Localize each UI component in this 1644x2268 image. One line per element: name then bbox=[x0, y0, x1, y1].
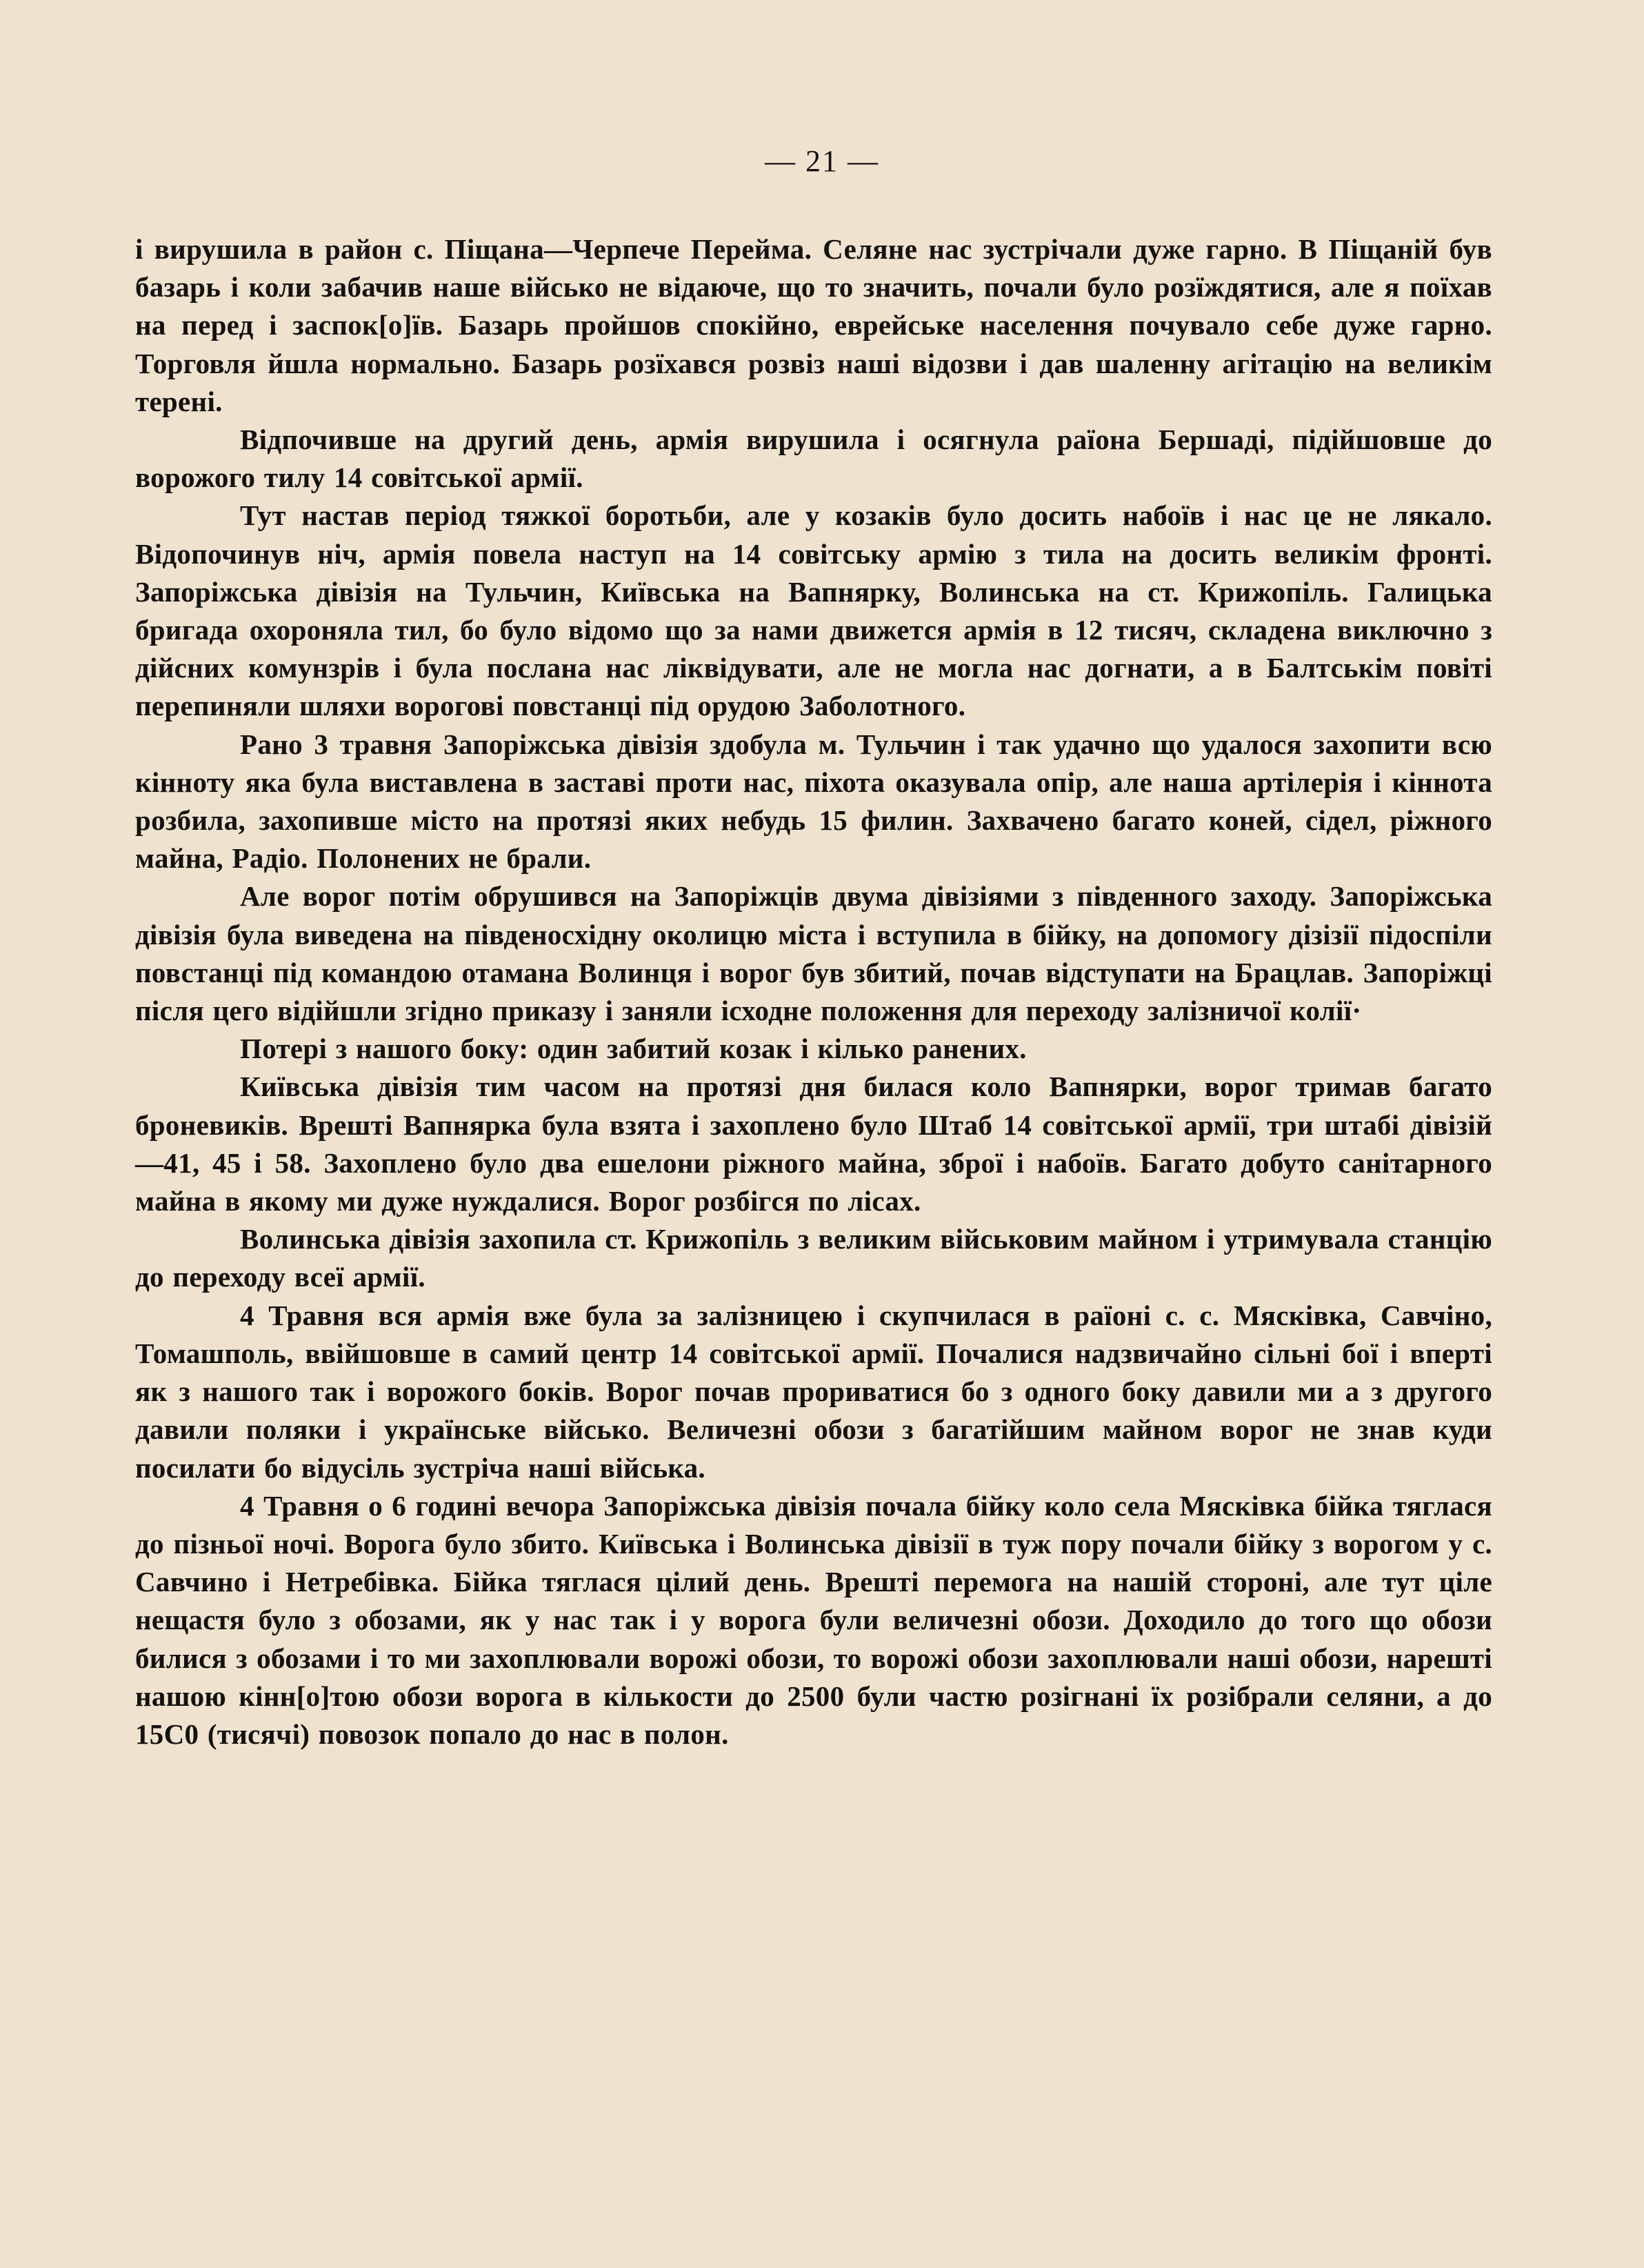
paragraph: 4 Травня вся армія вже була за залізницею і скупчилася в раїоні с. с. Мясківка, Савчіно, Томашполь, ввійшовше в самий центр 14 совітської армії. Почалися надзвичайно сільні бої і вперті як з нашого так і ворожого боків. Ворог почав прориватися бо з одного боку давили ми а з другого давили поляки і українське військо. Величезні обози з багатійшим майном ворог не знав куди посилати бо відусіль зустріча наші війська. bbox=[135, 1299, 1492, 1484]
paragraph: Волинська дівізія захопила ст. Крижопіль з великим військовим майном і утримувала станцію до переходу всеї армії. bbox=[135, 1223, 1492, 1293]
paragraph: Тут настав період тяжкої боротьби, але у козаків було досить набоїв і нас це не лякало. Відопочинув ніч, армія повела наступ на 14 совітську армію з тила на досить великім фронті. Запоріжська дівізія на Тульчин, Київська на Вапнярку, Волинська на ст. Крижопіль. Галицька бригада охороняла тил, бо було відомо що за нами движется армія в 12 тисяч, складена виключно з дійсних комунзрів і була послана нас ліквідувати, але не могла нас догнати, а в Балтськім повіті перепиняли шляхи ворогові повстанці під орудою Заболотного. bbox=[135, 499, 1492, 722]
body-text bbox=[135, 230, 1492, 1753]
paragraph: Але ворог потім обрушився на Запоріжців двума дівізіями з південного заходу. Запоріжська дівізія була виведена на південосхідну околицю міста і вступила в бійку, на допомогу дізізії підоспіли повстанці під командою отамана Волинця і ворог був збитий, почав відступати на Брацлав. Запоріжці після цего відійшли згідно приказу і заняли ісходне положення для переходу залізничої колії· bbox=[135, 880, 1492, 1027]
paragraph: Рано 3 травня Запоріжська дівізія здобула м. Тульчин і так удачно що удалося захопити всю кінноту яка була виставлена в заставі проти нас, піхота оказувала опір, але наша артілерія і кіннота розбила, захопивше місто на протязі яких небудь 15 филин. Захвачено багато коней, сідел, ріжного майна, Радіо. Полонених не брали. bbox=[135, 728, 1492, 875]
paragraph: Потері з нашого боку: один забитий козак і кілько ранених. bbox=[240, 1033, 1027, 1065]
page-number: — 21 — bbox=[765, 144, 879, 178]
paragraph: і вирушила в район с. Піщана—Черпече Перейма. Селяне нас зустрічали дуже гарно. В Піщаній був базарь і коли забачив наше військо не відаюче, що то значить, почали було розїждятися, але я поїхав на перед і заспок[о]їв. Базарь пройшов спокійно, еврейське населення почувало себе дуже гарно. Торговля йшла нормально. Базарь розїхався розвіз наші відозви і дав шаленну агітацію на великім терені. bbox=[135, 233, 1492, 417]
paragraph: Київська дівізія тим часом на протязі дня билася коло Вапнярки, ворог тримав багато броневиків. Врешті Вапнярка була взята і захоплено було Штаб 14 совітської армії, три штабі дівізій—41, 45 і 58. Захоплено було два ешелони ріжного майна, зброї і набоїв. Багато добуто санітарного майна в якому ми дуже нуждалися. Ворог розбігся по лісах. bbox=[135, 1071, 1492, 1217]
paragraph: Відпочивше на другий день, армія вирушила і осягнула раїона Бершаді, підійшовше до ворожого тилу 14 совітської армії. bbox=[135, 424, 1492, 494]
paragraph: 4 Травня о 6 годині вечора Запоріжська дівізія почала бійку коло села Мясківка бійка тяглася до пізньої ночі. Ворога було збито. Київська і Волинська дівізії в туж пору почали бійку з ворогом у с. Савчино і Нетребівка. Бійка тяглася цілий день. Врешті перемога на нашій стороні, але тут ціле нещастя було з обозами, як у нас так і у ворога були величезні обози. Доходило до того що обози билися з обозами і то ми захоплювали ворожі обози, то ворожі обози захоплювали наші обози, нарешті нашою кінн[о]тою обози ворога в кількости до 2500 були частю розігнані їх розібрали селяни, а до 15С0 (тисячі) повозок попало до нас в полон. bbox=[135, 1489, 1492, 1750]
